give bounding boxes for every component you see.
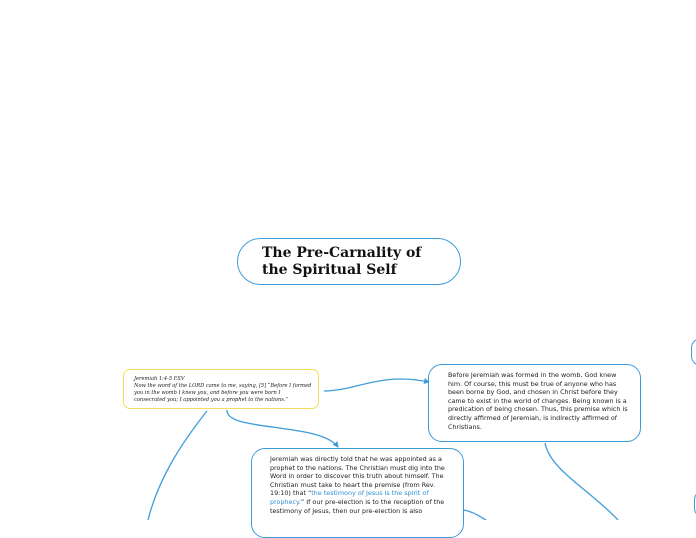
topic-before-womb-text: Before Jeremiah was formed in the womb, God knew him. Of course, this must be true of anyone who has been borne by God, and chosen in Christ before they came to exist in the world of changes. Being known is a predication of being chosen. Thus, this premise which is directly affirmed of Jeremiah, is indirectly affirmed of Christians. — [448, 371, 628, 431]
topic-jeremiah-prophet[interactable] — [251, 448, 464, 538]
verse-reference: Jeremiah 1:4-5 ESV — [134, 376, 185, 382]
central-topic-title-line1: The Pre-Carnality of — [262, 245, 422, 261]
connector-jeremiah-right — [464, 510, 486, 520]
verse-text: Now the word of the LORD came to me, saying, [5] “Before I formed you in the womb I knew you, and before you were born I consecrated you; I appointed you a prophet to the nations.” — [134, 383, 312, 403]
topic-jeremiah-text-start: Jeremiah was directly told that he was appointed as a prophet to the nations. The Christian must dig into the Word in order to discover this truth about himself. The Christian must take to heart the premise (from Rev. 19:10) that “ — [270, 455, 445, 498]
central-topic[interactable] — [237, 238, 461, 285]
testimony-link[interactable]: the testimony of Jesus is the spirit of prophecy. — [270, 489, 429, 506]
topic-jeremiah-text-end: ” If our pre-election is to the reception of the testimony of Jesus, then our pre-election is also — [270, 497, 445, 515]
connector-before-down — [545, 443, 618, 520]
connector-verse-to-jeremiah — [227, 410, 338, 447]
topic-before-womb[interactable] — [428, 364, 641, 442]
verse-topic[interactable] — [123, 369, 319, 409]
connector-verse-to-before — [324, 379, 429, 391]
connector-verse-down — [148, 411, 207, 520]
central-topic-title-line2: the Spiritual Self — [262, 262, 397, 278]
